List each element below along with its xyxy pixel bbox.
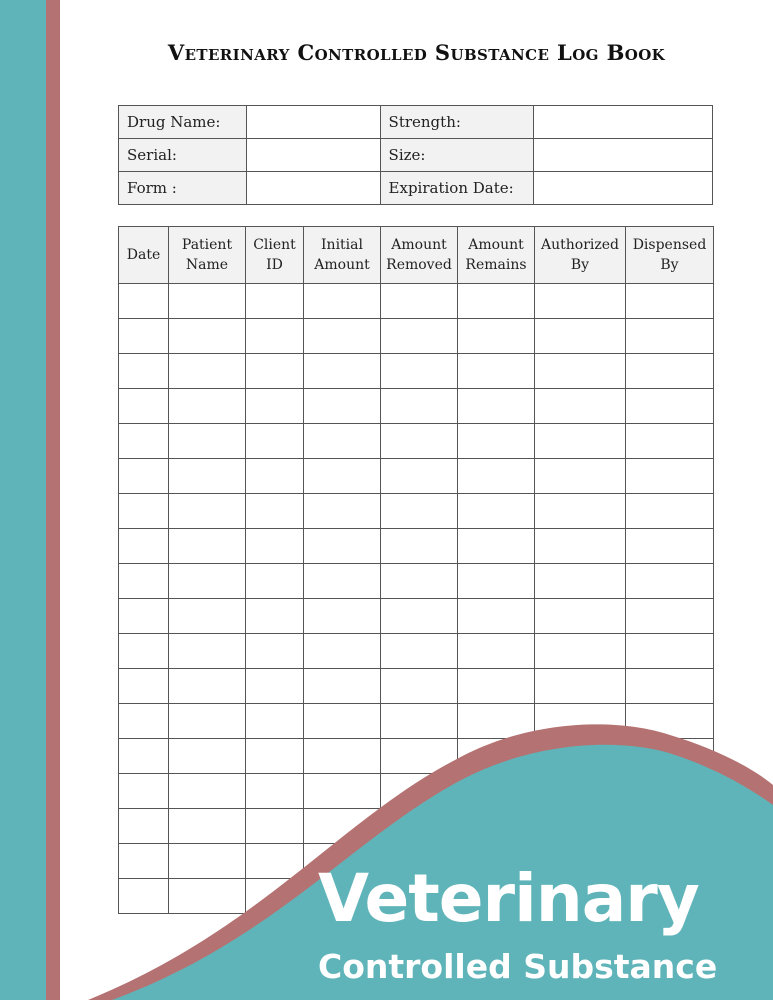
page-title: Veterinary Controlled Substance Log Book — [167, 40, 666, 65]
log-header-cell: Date — [119, 227, 169, 284]
log-header-cell: Initial Amount — [304, 227, 381, 284]
log-header-cell: Authorized By — [535, 227, 626, 284]
size-label: Size: — [380, 139, 534, 172]
log-header-cell: Dispensed By — [626, 227, 714, 284]
log-header-cell: Amount Remains — [458, 227, 535, 284]
form-label: Form : — [119, 172, 247, 205]
drug-name-label: Drug Name: — [119, 106, 247, 139]
serial-label: Serial: — [119, 139, 247, 172]
strength-label: Strength: — [380, 106, 534, 139]
log-header-cell: Client ID — [246, 227, 304, 284]
cover-subtitle: Controlled Substance — [318, 947, 718, 986]
expiration-date-label: Expiration Date: — [380, 172, 534, 205]
log-header-cell: Patient Name — [169, 227, 246, 284]
log-header-cell: Amount Removed — [381, 227, 458, 284]
cover-title-veterinary: Veterinary — [318, 860, 699, 937]
